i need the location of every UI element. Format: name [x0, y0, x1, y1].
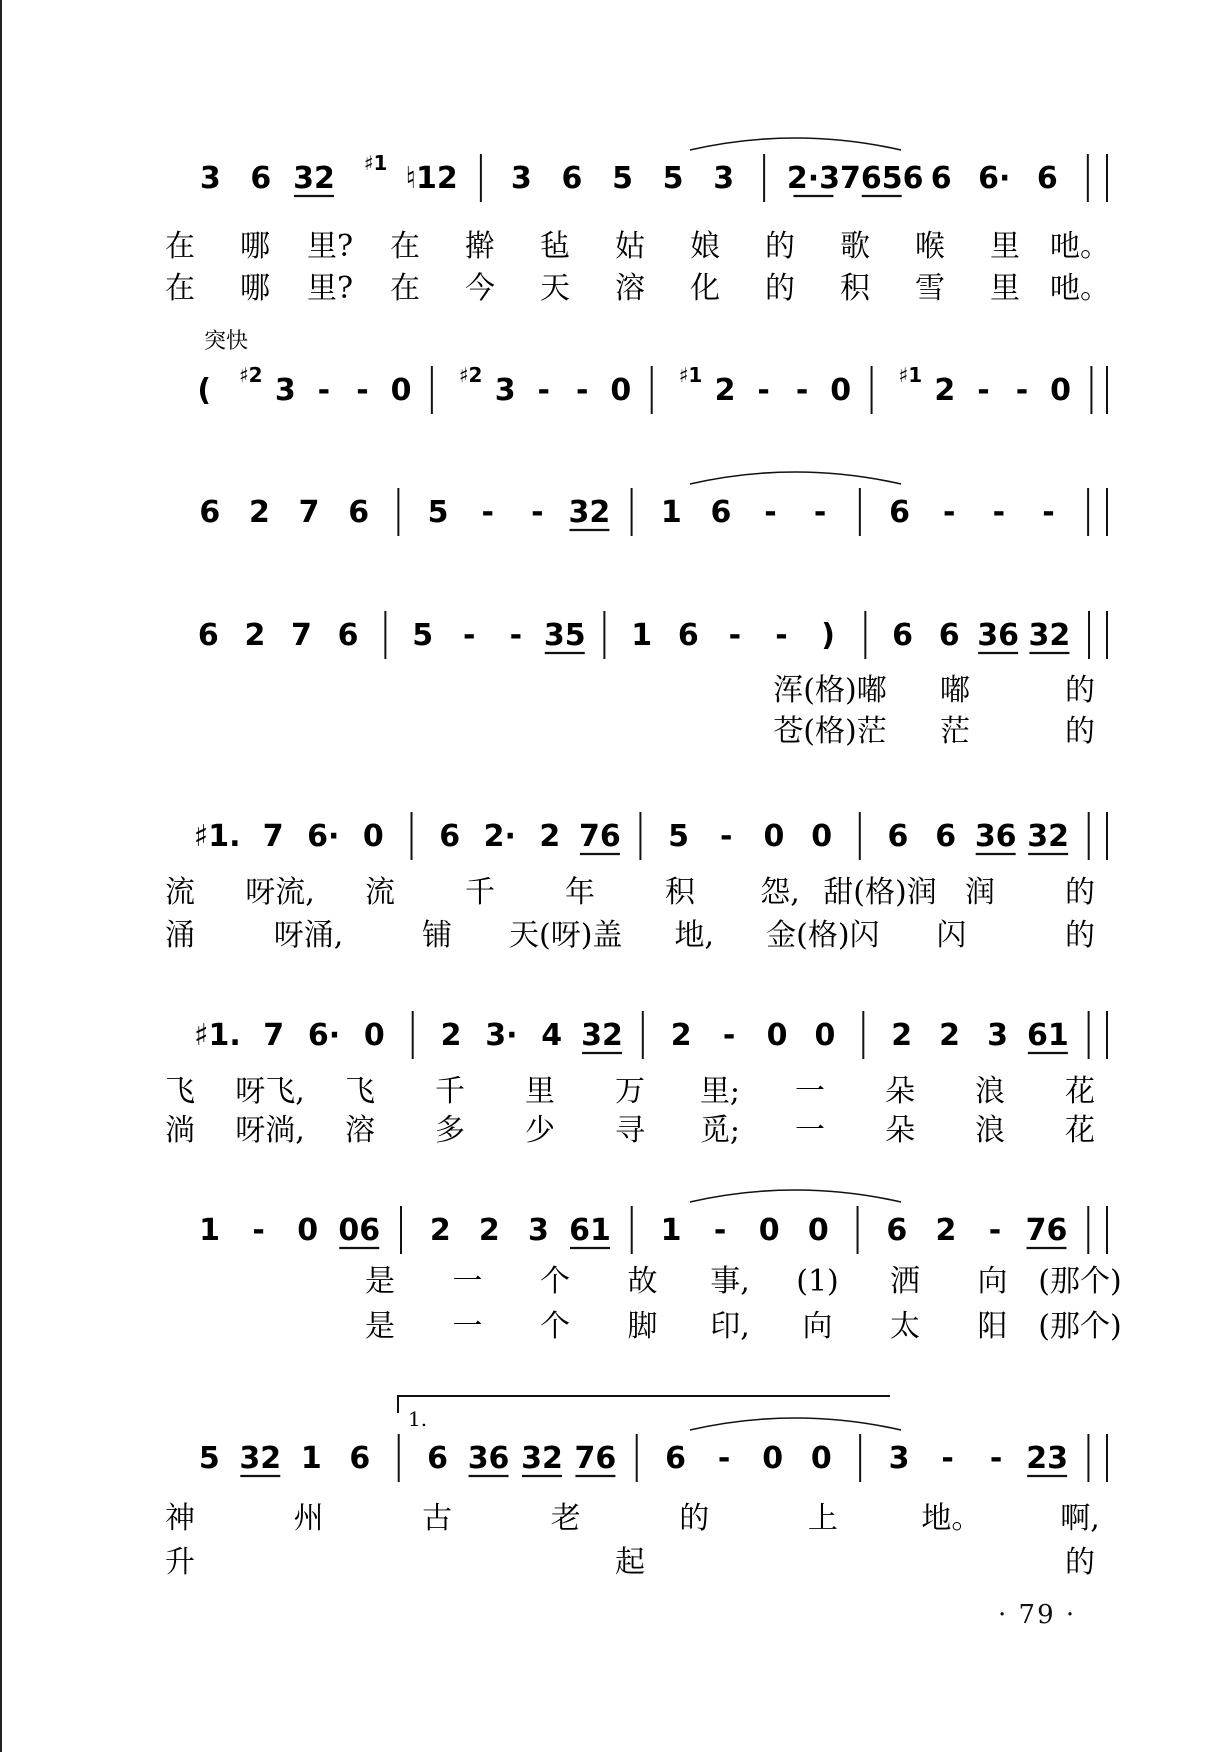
note: 3 [494, 373, 516, 408]
lyric-word: 苍(格)茫 [773, 714, 887, 749]
note: 6· [978, 161, 1011, 196]
lyric-word: 浑(格)嘟 [773, 673, 887, 708]
lyric-word: 溶 [345, 1113, 375, 1148]
note: 6 [349, 1441, 371, 1476]
lyric-word: 甜(格)润 [823, 875, 937, 910]
note: 3 [510, 161, 532, 196]
note: 5 [427, 495, 449, 530]
note: - [988, 1213, 1002, 1248]
lyric-word: 多 [435, 1113, 465, 1148]
note: 6 [561, 161, 583, 196]
volta-bracket [398, 1396, 890, 1413]
note: 3 [713, 161, 735, 196]
note: 6 [197, 618, 219, 653]
lyric-word: 一 [452, 1309, 483, 1344]
note: - [463, 618, 476, 653]
lyric-word: 阳 [977, 1309, 1008, 1344]
grace-note: ♯1 [898, 363, 923, 387]
lyric-word: 朵 [885, 1113, 915, 1148]
slur [690, 472, 901, 484]
lyric-word: 事, [710, 1264, 750, 1299]
note: 2 [429, 1213, 451, 1248]
lyric-word: 洒 [890, 1264, 920, 1299]
note: 7 [298, 495, 320, 530]
slur [690, 1418, 901, 1430]
note: 32 [1028, 618, 1071, 653]
lyric-word: 姑 [615, 229, 645, 264]
lyric-word: 一 [452, 1264, 483, 1299]
lyric-word: 朵 [885, 1074, 915, 1109]
volta-label: 1. [408, 1407, 428, 1431]
lyric-word: 升 [165, 1545, 195, 1580]
lyric-word: 闪 [936, 918, 967, 953]
note: - [1015, 373, 1029, 408]
note: 0 [807, 1213, 829, 1248]
lyric-word: 地, [674, 918, 715, 953]
lyric-word: 觅; [699, 1113, 741, 1148]
note: 0 [758, 1213, 780, 1248]
lyric-word: 浪 [975, 1074, 1005, 1109]
lyric-word: 呀涌, [273, 918, 344, 953]
lyric-word: 个 [540, 1264, 570, 1299]
note: 0 [297, 1213, 319, 1248]
note: 6 [889, 495, 910, 530]
note: 1 [300, 1441, 322, 1476]
note: 5 [612, 161, 633, 196]
note: 2 [248, 495, 270, 530]
note: 32 [521, 1441, 563, 1476]
grace-note: ♯2 [458, 363, 483, 387]
lyric-word: 花 [1065, 1113, 1095, 1148]
note: 0 [390, 373, 412, 408]
note: 2 [440, 1018, 462, 1053]
note: 2 [539, 819, 561, 854]
lyric-word: 的 [1065, 875, 1095, 910]
note: 5 [198, 1441, 220, 1476]
lyric-word: 浪 [975, 1113, 1005, 1148]
note: 76 [574, 1441, 617, 1476]
note: - [481, 495, 494, 530]
lyric-word: 年 [565, 875, 595, 910]
note: 32 [239, 1441, 282, 1476]
note: - [317, 373, 331, 408]
lyric-word: (那个) [1038, 1309, 1122, 1344]
note: 6 [199, 495, 221, 530]
lyric-word: 少 [525, 1113, 555, 1148]
lyric-word: 脚 [627, 1309, 658, 1344]
lyric-word: 娘 [690, 229, 720, 264]
lyric-word: 一 [795, 1074, 825, 1109]
note: 6 [439, 819, 461, 854]
lyric-word: 嘟 [940, 673, 970, 708]
lyric-word: 哪 [240, 229, 270, 264]
note: 06 [338, 1213, 381, 1248]
lyric-word: 一 [795, 1113, 825, 1148]
lyric-word: 里 [525, 1074, 555, 1109]
lyric-word: 上 [807, 1501, 838, 1536]
note: 61 [569, 1213, 611, 1248]
note: 6 [886, 1213, 908, 1248]
note: 76 [1025, 1213, 1068, 1248]
note: 6 [250, 161, 272, 196]
note: 0 [811, 819, 833, 854]
lyric-word: 向 [977, 1264, 1008, 1299]
lyric-word: 州 [293, 1501, 324, 1536]
lyric-word: 积 [665, 875, 695, 910]
lyric-word: 在 [165, 271, 195, 306]
note: - [757, 373, 770, 408]
note: 32 [568, 495, 611, 530]
note: 7 [263, 1018, 285, 1053]
note: - [764, 495, 777, 530]
lyric-word: 溶 [615, 271, 645, 306]
lyric-word: 吔。 [1050, 271, 1110, 306]
note: 6 [935, 819, 957, 854]
note: ♮12 [405, 161, 458, 196]
note: 3 [987, 1018, 1008, 1053]
note: ♯1. [193, 1018, 241, 1053]
note: 3 [528, 1213, 549, 1248]
note: - [728, 618, 742, 653]
lyric-word: (1) [796, 1264, 839, 1299]
lyric-word: 金(格)闪 [766, 918, 880, 953]
lyric-word: 花 [1065, 1074, 1095, 1109]
lyric-word: 哪 [240, 271, 270, 306]
note: 0 [1050, 373, 1072, 408]
note: 3 [274, 373, 296, 408]
note: 36 [467, 1441, 510, 1476]
page-number: · 79 · [998, 1600, 1077, 1630]
note: ♯1. [193, 819, 241, 854]
grace-note: ♯1 [678, 363, 703, 387]
lyric-word: 流 [165, 875, 195, 910]
note: 6 [427, 1441, 449, 1476]
lyric-word: 的 [679, 1501, 710, 1536]
lyric-word: 呀淌, [235, 1113, 305, 1148]
lyric-word: 淌 [165, 1113, 195, 1148]
note: - [713, 1213, 727, 1248]
note: 2 [935, 1213, 957, 1248]
lyric-word: 千 [435, 1074, 465, 1109]
note: 6 [677, 618, 699, 653]
lyric-word: 老 [550, 1501, 581, 1536]
note: 2 [934, 373, 956, 408]
lyric-word: 是 [365, 1309, 395, 1344]
note: 4 [541, 1018, 563, 1053]
note: - [775, 618, 788, 653]
note: - [720, 819, 733, 854]
lyric-word: 的 [765, 271, 795, 306]
note: 61 [1026, 1018, 1069, 1053]
lyric-word: 飞 [165, 1074, 195, 1109]
lyric-word: 的 [1065, 673, 1095, 708]
note: 36 [977, 618, 1020, 653]
lyric-word: 在 [390, 271, 420, 306]
note: 3· [485, 1018, 518, 1053]
note: 6 [665, 1441, 687, 1476]
tempo-marking: 突快 [204, 329, 249, 354]
lyric-word: 天(呀)盖 [509, 918, 623, 953]
lyric-word: 呀流, [245, 875, 315, 910]
lyric-word: 吔。 [1050, 229, 1110, 264]
lyric-word: 歌 [840, 229, 870, 264]
page-edge [0, 0, 2, 1752]
note: 2 [478, 1213, 500, 1248]
note: - [252, 1213, 265, 1248]
note: - [813, 495, 827, 530]
note: 6· [307, 819, 340, 854]
lyric-word: 啊, [1060, 1501, 1100, 1536]
note: - [989, 1441, 1003, 1476]
lyric-word: 毡 [540, 229, 570, 264]
lyric-word: 是 [365, 1264, 395, 1299]
note: 0 [363, 1018, 385, 1053]
note: - [942, 495, 956, 530]
note: 0 [762, 1441, 784, 1476]
note: 0 [830, 373, 852, 408]
note: 7 [262, 819, 284, 854]
lyric-word: 古 [422, 1501, 453, 1536]
note: 0 [610, 373, 632, 408]
lyric-word: 里? [306, 229, 354, 264]
note: 3 [199, 161, 221, 196]
note: 0 [362, 819, 384, 854]
note: 1 [660, 1213, 682, 1248]
lyric-word: 擀 [465, 229, 495, 264]
note: 6 [337, 618, 359, 653]
lyric-word: 流 [365, 875, 395, 910]
lyric-word: 里? [306, 271, 354, 306]
lyric-word: 在 [165, 229, 195, 264]
lyric-word: 的 [1065, 714, 1095, 749]
lyric-word: 个 [540, 1309, 570, 1344]
lyric-word: 神 [165, 1501, 195, 1536]
lyric-word: 里 [990, 271, 1020, 306]
note: 7 [291, 618, 312, 653]
grace-note: ♯1 [363, 151, 388, 175]
note: 2 [670, 1018, 692, 1053]
lyric-word: 的 [1065, 1545, 1095, 1580]
note: 0 [814, 1018, 836, 1053]
note: 7656 [839, 161, 924, 196]
note: 0 [810, 1441, 832, 1476]
note: 1 [660, 495, 682, 530]
lyric-word: 铺 [422, 918, 453, 953]
lyric-word: 飞 [345, 1074, 375, 1109]
note: 6 [938, 618, 960, 653]
note: 6 [1036, 161, 1058, 196]
lyric-word: 起 [615, 1545, 645, 1580]
note: ) [821, 618, 835, 653]
note: - [795, 373, 809, 408]
note: 5 [662, 161, 684, 196]
note: 2·3 [786, 161, 841, 196]
note: 5 [412, 618, 434, 653]
note: 35 [543, 618, 586, 653]
lyric-word: 里 [990, 229, 1020, 264]
lyric-word: 万 [615, 1074, 645, 1109]
note: 6 [887, 819, 909, 854]
lyric-word: 故 [627, 1264, 658, 1299]
lyric-word: 的 [1065, 918, 1095, 953]
note: - [1042, 495, 1055, 530]
lyric-word: 呀飞, [235, 1074, 305, 1109]
slur [690, 138, 901, 150]
lyric-word: 地。 [921, 1501, 982, 1536]
lyric-word: 雪 [915, 271, 945, 306]
lyric-word: 的 [765, 229, 795, 264]
note: 36 [974, 819, 1017, 854]
lyric-word: 里; [699, 1074, 741, 1109]
note: 2 [244, 618, 266, 653]
note: 32 [581, 1018, 623, 1053]
lyric-word: 润 [965, 875, 995, 910]
note: 23 [1026, 1441, 1069, 1476]
note: 5 [668, 819, 690, 854]
lyric-word: 茫 [940, 714, 970, 749]
note: 6 [348, 495, 370, 530]
note: ( [197, 373, 212, 408]
note: - [717, 1441, 731, 1476]
note: - [941, 1441, 954, 1476]
note: 76 [579, 819, 621, 854]
note: 2 [939, 1018, 961, 1053]
note: 6 [892, 618, 914, 653]
note: 32 [293, 161, 335, 196]
lyric-word: 千 [465, 875, 495, 910]
note: 6 [930, 161, 952, 196]
note: - [977, 373, 990, 408]
note: 2 [714, 373, 736, 408]
lyric-word: 涌 [165, 918, 195, 953]
lyric-word: 太 [890, 1309, 920, 1344]
lyric-word: 印, [710, 1309, 750, 1344]
note: 0 [766, 1018, 788, 1053]
note: - [576, 373, 589, 408]
note: - [356, 373, 369, 408]
note: 6 [710, 495, 732, 530]
note: 32 [1027, 819, 1070, 854]
note: 2· [483, 819, 516, 854]
grace-note: ♯2 [238, 363, 263, 387]
note: 2 [891, 1018, 913, 1053]
note: 6· [307, 1018, 341, 1053]
lyric-word: 寻 [615, 1113, 645, 1148]
note: 1 [631, 618, 653, 653]
note: - [531, 495, 544, 530]
note: - [509, 618, 523, 653]
note: 1 [199, 1213, 220, 1248]
note: 3 [888, 1441, 910, 1476]
note: - [992, 495, 1006, 530]
lyric-word: 怨, [760, 875, 800, 910]
lyric-word: 向 [802, 1309, 833, 1344]
lyric-word: 积 [840, 271, 870, 306]
lyric-word: 天 [540, 271, 570, 306]
lyric-word: 在 [390, 229, 420, 264]
slur [690, 1190, 901, 1202]
note: 0 [763, 819, 785, 854]
lyric-word: 今 [465, 271, 495, 306]
lyric-word: 喉 [915, 229, 945, 264]
lyric-word: 化 [690, 271, 720, 306]
note: - [722, 1018, 736, 1053]
lyric-word: (那个) [1038, 1264, 1122, 1299]
note: - [537, 373, 550, 408]
